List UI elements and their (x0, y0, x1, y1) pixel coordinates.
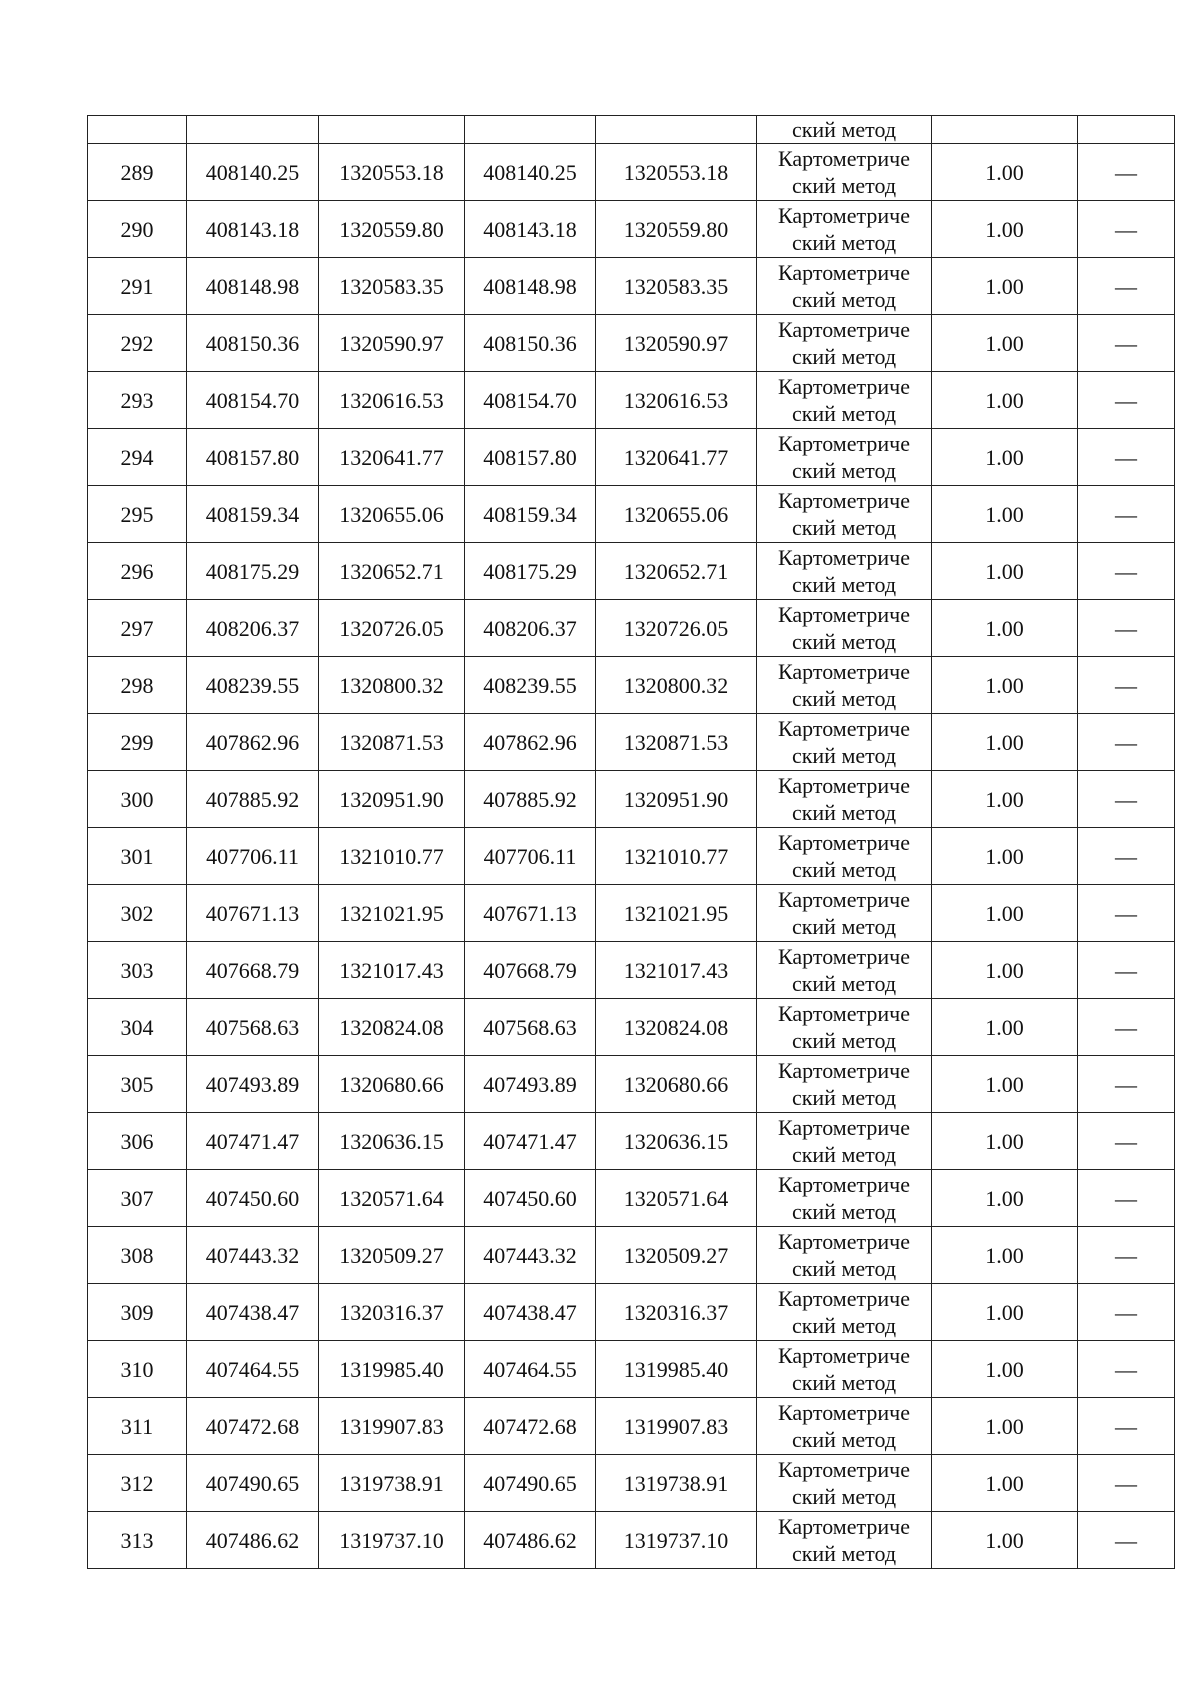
cell-number: 289 (88, 144, 187, 201)
cell-x2: 407490.65 (465, 1455, 596, 1512)
method-line-1: Картометриче (778, 203, 910, 228)
cell-y2: 1319985.40 (596, 1341, 757, 1398)
cell-number: 307 (88, 1170, 187, 1227)
cell-number (88, 116, 187, 144)
cell-x2: 407464.55 (465, 1341, 596, 1398)
cell-x2: 408143.18 (465, 201, 596, 258)
cell-y1: 1320800.32 (319, 657, 465, 714)
method-line-1: Картометриче (778, 1343, 910, 1368)
cell-note: — (1078, 771, 1175, 828)
cell-x1: 408154.70 (187, 372, 319, 429)
cell-x1: 407438.47 (187, 1284, 319, 1341)
cell-method (757, 1227, 932, 1284)
cell-number: 308 (88, 1227, 187, 1284)
cell-x1: 407862.96 (187, 714, 319, 771)
cell-y2: 1320553.18 (596, 144, 757, 201)
table-row (88, 1341, 1175, 1398)
method-line-1: Картометриче (778, 317, 910, 342)
cell-x1: 408140.25 (187, 144, 319, 201)
method-line-1: Картометриче (778, 944, 910, 969)
cell-y1: 1320559.80 (319, 201, 465, 258)
cell-y2: 1319738.91 (596, 1455, 757, 1512)
table-row (88, 372, 1175, 429)
continuation-row (88, 116, 1175, 144)
cell-accuracy: 1.00 (932, 657, 1078, 714)
cell-y2: 1321017.43 (596, 942, 757, 999)
cell-method (757, 258, 932, 315)
cell-x1: 407490.65 (187, 1455, 319, 1512)
method-line-2: ский метод (791, 1142, 897, 1167)
cell-note: — (1078, 942, 1175, 999)
cell-number: 306 (88, 1113, 187, 1170)
cell-number: 312 (88, 1455, 187, 1512)
method-line-1: Картометриче (778, 602, 910, 627)
cell-y1: 1320509.27 (319, 1227, 465, 1284)
method-line-2: ский метод (791, 515, 897, 540)
cell-note: — (1078, 1227, 1175, 1284)
cell-number: 298 (88, 657, 187, 714)
cell-note: — (1078, 315, 1175, 372)
method-line-2: ский метод (791, 629, 897, 654)
cell-note: — (1078, 1341, 1175, 1398)
cell-accuracy: 1.00 (932, 1056, 1078, 1113)
cell-note (1078, 116, 1175, 144)
cell-y2: 1320800.32 (596, 657, 757, 714)
cell-accuracy: 1.00 (932, 486, 1078, 543)
method-line-2: ский метод (791, 1256, 897, 1281)
cell-x2: 407471.47 (465, 1113, 596, 1170)
method-line-1: Картометриче (778, 1514, 910, 1539)
cell-number: 303 (88, 942, 187, 999)
cell-number: 304 (88, 999, 187, 1056)
cell-y1: 1320641.77 (319, 429, 465, 486)
cell-number: 309 (88, 1284, 187, 1341)
cell-x1: 407885.92 (187, 771, 319, 828)
cell-note: — (1078, 543, 1175, 600)
method-line-2: ский метод (791, 1484, 897, 1509)
method-line-1: Картометриче (778, 431, 910, 456)
cell-note: — (1078, 1284, 1175, 1341)
cell-y2 (596, 116, 757, 144)
cell-y1: 1320636.15 (319, 1113, 465, 1170)
method-line-2: ский метод (791, 1199, 897, 1224)
cell-x2 (465, 116, 596, 144)
cell-x1: 407450.60 (187, 1170, 319, 1227)
method-line-1: Картометриче (778, 146, 910, 171)
cell-number: 299 (88, 714, 187, 771)
cell-x1: 408143.18 (187, 201, 319, 258)
cell-method (757, 201, 932, 258)
cell-accuracy: 1.00 (932, 258, 1078, 315)
cell-y1: 1320655.06 (319, 486, 465, 543)
cell-x1: 408175.29 (187, 543, 319, 600)
method-line-1: Картометриче (778, 1001, 910, 1026)
cell-note: — (1078, 1113, 1175, 1170)
method-line-1: Картометриче (778, 659, 910, 684)
cell-x1: 408159.34 (187, 486, 319, 543)
cell-method (757, 828, 932, 885)
table-row (88, 657, 1175, 714)
cell-y1: 1319907.83 (319, 1398, 465, 1455)
cell-x2: 407472.68 (465, 1398, 596, 1455)
cell-y1: 1320571.64 (319, 1170, 465, 1227)
cell-y2: 1320652.71 (596, 543, 757, 600)
cell-note: — (1078, 1170, 1175, 1227)
method-line-1: Картометриче (778, 887, 910, 912)
cell-x2: 408206.37 (465, 600, 596, 657)
cell-x1: 407493.89 (187, 1056, 319, 1113)
method-line-2: ский метод (791, 230, 897, 255)
cell-method (757, 1512, 932, 1569)
cell-x1: 407471.47 (187, 1113, 319, 1170)
cell-number: 313 (88, 1512, 187, 1569)
cell-y1: 1319985.40 (319, 1341, 465, 1398)
cell-y1: 1319737.10 (319, 1512, 465, 1569)
cell-accuracy: 1.00 (932, 828, 1078, 885)
table-row (88, 942, 1175, 999)
cell-method (757, 144, 932, 201)
cell-note: — (1078, 429, 1175, 486)
cell-x2: 407493.89 (465, 1056, 596, 1113)
cell-y1: 1320652.71 (319, 543, 465, 600)
cell-number: 295 (88, 486, 187, 543)
cell-method (757, 600, 932, 657)
cell-number: 310 (88, 1341, 187, 1398)
cell-method (757, 999, 932, 1056)
cell-accuracy: 1.00 (932, 201, 1078, 258)
cell-x1: 407486.62 (187, 1512, 319, 1569)
method-line-1: Картометриче (778, 830, 910, 855)
cell-y2: 1320616.53 (596, 372, 757, 429)
cell-number: 305 (88, 1056, 187, 1113)
cell-method (757, 543, 932, 600)
cell-y2: 1319907.83 (596, 1398, 757, 1455)
method-line-2: ский метод (791, 287, 897, 312)
cell-number: 290 (88, 201, 187, 258)
cell-method (757, 942, 932, 999)
table-row (88, 201, 1175, 258)
cell-x2: 407450.60 (465, 1170, 596, 1227)
method-line-2: ский метод (791, 1028, 897, 1053)
cell-y1: 1321021.95 (319, 885, 465, 942)
cell-note: — (1078, 600, 1175, 657)
method-line-2: ский метод (791, 971, 897, 996)
cell-x1: 408150.36 (187, 315, 319, 372)
cell-accuracy (932, 116, 1078, 144)
table-row (88, 1512, 1175, 1569)
method-line-2: ский метод (791, 1427, 897, 1452)
cell-note: — (1078, 258, 1175, 315)
cell-accuracy: 1.00 (932, 942, 1078, 999)
cell-x1: 407443.32 (187, 1227, 319, 1284)
cell-accuracy: 1.00 (932, 372, 1078, 429)
cell-accuracy: 1.00 (932, 714, 1078, 771)
cell-y2: 1320509.27 (596, 1227, 757, 1284)
cell-y2: 1320636.15 (596, 1113, 757, 1170)
method-line-2: ский метод (791, 344, 897, 369)
cell-x1: 408206.37 (187, 600, 319, 657)
cell-y1: 1320590.97 (319, 315, 465, 372)
method-line-2: ский метод (791, 800, 897, 825)
method-line-1: Картометриче (778, 1172, 910, 1197)
cell-accuracy: 1.00 (932, 1113, 1078, 1170)
method-line-2: ский метод (791, 401, 897, 426)
cell-method (757, 771, 932, 828)
cell-number: 302 (88, 885, 187, 942)
cell-y2: 1320641.77 (596, 429, 757, 486)
table-row (88, 144, 1175, 201)
cell-accuracy: 1.00 (932, 1227, 1078, 1284)
table-row (88, 600, 1175, 657)
cell-x2: 407671.13 (465, 885, 596, 942)
cell-x1: 408157.80 (187, 429, 319, 486)
cell-note: — (1078, 885, 1175, 942)
table-row (88, 999, 1175, 1056)
cell-x1: 408148.98 (187, 258, 319, 315)
cell-x2: 408157.80 (465, 429, 596, 486)
cell-x2: 408154.70 (465, 372, 596, 429)
cell-number: 300 (88, 771, 187, 828)
method-line-2: ский метод (791, 1541, 897, 1566)
cell-y1: 1321010.77 (319, 828, 465, 885)
cell-note: — (1078, 828, 1175, 885)
cell-accuracy: 1.00 (932, 1341, 1078, 1398)
cell-method (757, 1113, 932, 1170)
cell-accuracy: 1.00 (932, 771, 1078, 828)
cell-x2: 407668.79 (465, 942, 596, 999)
cell-y1: 1320583.35 (319, 258, 465, 315)
cell-number: 301 (88, 828, 187, 885)
cell-method (757, 1056, 932, 1113)
cell-y1: 1320726.05 (319, 600, 465, 657)
method-line-2: ский метод (791, 914, 897, 939)
cell-method (757, 1398, 932, 1455)
cell-x2: 407862.96 (465, 714, 596, 771)
cell-x1: 407472.68 (187, 1398, 319, 1455)
table-row (88, 315, 1175, 372)
cell-x2: 407438.47 (465, 1284, 596, 1341)
cell-y2: 1320583.35 (596, 258, 757, 315)
cell-y1: 1320553.18 (319, 144, 465, 201)
cell-x2: 408239.55 (465, 657, 596, 714)
cell-accuracy: 1.00 (932, 1170, 1078, 1227)
cell-method (757, 714, 932, 771)
table-row (88, 1398, 1175, 1455)
cell-y2: 1321010.77 (596, 828, 757, 885)
cell-method (757, 885, 932, 942)
cell-x2: 408159.34 (465, 486, 596, 543)
cell-accuracy: 1.00 (932, 543, 1078, 600)
table-row (88, 1455, 1175, 1512)
cell-note: — (1078, 1512, 1175, 1569)
table-row (88, 1284, 1175, 1341)
table-row (88, 543, 1175, 600)
cell-x2: 407885.92 (465, 771, 596, 828)
cell-y2: 1320316.37 (596, 1284, 757, 1341)
cell-x1: 407706.11 (187, 828, 319, 885)
cell-method (757, 1341, 932, 1398)
cell-x1: 407464.55 (187, 1341, 319, 1398)
cell-y2: 1320824.08 (596, 999, 757, 1056)
cell-accuracy: 1.00 (932, 144, 1078, 201)
table-row (88, 1227, 1175, 1284)
cell-x1: 407568.63 (187, 999, 319, 1056)
cell-number: 292 (88, 315, 187, 372)
method-line-2: ский метод (791, 743, 897, 768)
cell-method (757, 429, 932, 486)
cell-y2: 1320590.97 (596, 315, 757, 372)
cell-note: — (1078, 486, 1175, 543)
cell-method (757, 315, 932, 372)
cell-accuracy: 1.00 (932, 600, 1078, 657)
cell-x2: 408148.98 (465, 258, 596, 315)
method-line-1: Картометриче (778, 545, 910, 570)
method-line-1: Картометриче (778, 374, 910, 399)
method-line-1: Картометриче (778, 773, 910, 798)
cell-method-tail: ский метод (757, 116, 932, 144)
cell-accuracy: 1.00 (932, 1455, 1078, 1512)
method-line-1: Картометриче (778, 716, 910, 741)
cell-accuracy: 1.00 (932, 885, 1078, 942)
cell-y2: 1320655.06 (596, 486, 757, 543)
cell-note: — (1078, 714, 1175, 771)
cell-y1: 1319738.91 (319, 1455, 465, 1512)
method-line-2: ский метод (791, 1370, 897, 1395)
table-row (88, 258, 1175, 315)
cell-y2: 1320726.05 (596, 600, 757, 657)
table-row (88, 486, 1175, 543)
cell-x2: 407486.62 (465, 1512, 596, 1569)
cell-accuracy: 1.00 (932, 999, 1078, 1056)
cell-y1 (319, 116, 465, 144)
table-body (88, 116, 1175, 1569)
method-line-2: ский метод (791, 572, 897, 597)
cell-x1 (187, 116, 319, 144)
table-row (88, 1170, 1175, 1227)
method-line-1: Картометриче (778, 1058, 910, 1083)
table-row (88, 1113, 1175, 1170)
table-row (88, 429, 1175, 486)
cell-y1: 1320871.53 (319, 714, 465, 771)
table-row (88, 885, 1175, 942)
cell-note: — (1078, 372, 1175, 429)
cell-y2: 1320571.64 (596, 1170, 757, 1227)
cell-number: 311 (88, 1398, 187, 1455)
cell-x2: 407443.32 (465, 1227, 596, 1284)
cell-note: — (1078, 144, 1175, 201)
method-line-2: ский метод (791, 173, 897, 198)
method-line-1: Картометриче (778, 1457, 910, 1482)
method-line-1: Картометриче (778, 1229, 910, 1254)
cell-number: 294 (88, 429, 187, 486)
method-line-1: Картометриче (778, 1286, 910, 1311)
cell-x1: 408239.55 (187, 657, 319, 714)
cell-y1: 1320824.08 (319, 999, 465, 1056)
method-line-1: Картометриче (778, 260, 910, 285)
cell-number: 297 (88, 600, 187, 657)
method-line-2: ский метод (791, 1313, 897, 1338)
cell-y1: 1320680.66 (319, 1056, 465, 1113)
method-line-2: ский метод (791, 686, 897, 711)
cell-note: — (1078, 1056, 1175, 1113)
cell-y2: 1319737.10 (596, 1512, 757, 1569)
cell-x2: 408150.36 (465, 315, 596, 372)
cell-x2: 407568.63 (465, 999, 596, 1056)
cell-accuracy: 1.00 (932, 315, 1078, 372)
cell-method (757, 1284, 932, 1341)
method-line-2: ский метод (791, 458, 897, 483)
cell-method (757, 1170, 932, 1227)
cell-note: — (1078, 1398, 1175, 1455)
method-line-2: ский метод (791, 1085, 897, 1110)
cell-y1: 1320316.37 (319, 1284, 465, 1341)
cell-x2: 408140.25 (465, 144, 596, 201)
cell-number: 296 (88, 543, 187, 600)
table-row (88, 828, 1175, 885)
cell-note: — (1078, 201, 1175, 258)
cell-accuracy: 1.00 (932, 1512, 1078, 1569)
coordinates-table (87, 115, 1175, 1569)
cell-note: — (1078, 1455, 1175, 1512)
cell-accuracy: 1.00 (932, 429, 1078, 486)
cell-y2: 1320871.53 (596, 714, 757, 771)
cell-method (757, 657, 932, 714)
cell-number: 293 (88, 372, 187, 429)
cell-y2: 1321021.95 (596, 885, 757, 942)
cell-method (757, 1455, 932, 1512)
cell-x2: 407706.11 (465, 828, 596, 885)
cell-note: — (1078, 999, 1175, 1056)
cell-y2: 1320680.66 (596, 1056, 757, 1113)
cell-method (757, 372, 932, 429)
cell-y1: 1320951.90 (319, 771, 465, 828)
table-row (88, 771, 1175, 828)
cell-x1: 407671.13 (187, 885, 319, 942)
cell-y2: 1320559.80 (596, 201, 757, 258)
cell-number: 291 (88, 258, 187, 315)
cell-method (757, 486, 932, 543)
method-line-1: Картометриче (778, 1400, 910, 1425)
method-line-1: Картометриче (778, 488, 910, 513)
cell-accuracy: 1.00 (932, 1284, 1078, 1341)
cell-accuracy: 1.00 (932, 1398, 1078, 1455)
cell-y1: 1321017.43 (319, 942, 465, 999)
method-line-1: Картометриче (778, 1115, 910, 1140)
cell-note: — (1078, 657, 1175, 714)
cell-y2: 1320951.90 (596, 771, 757, 828)
cell-y1: 1320616.53 (319, 372, 465, 429)
table-row (88, 1056, 1175, 1113)
method-line-2: ский метод (791, 857, 897, 882)
table-row (88, 714, 1175, 771)
cell-x2: 408175.29 (465, 543, 596, 600)
cell-x1: 407668.79 (187, 942, 319, 999)
